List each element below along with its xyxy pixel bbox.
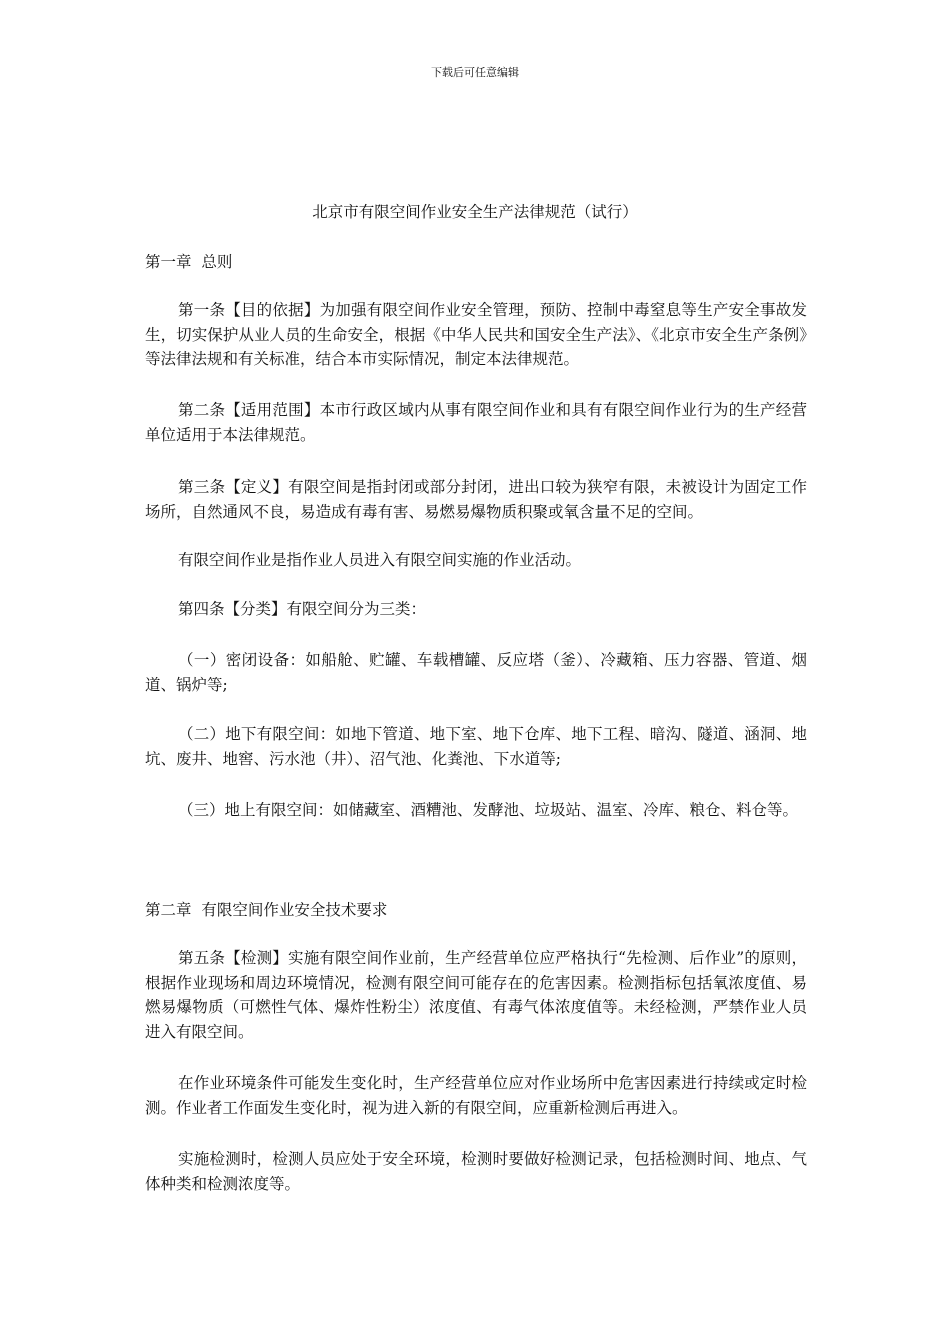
article-1-paragraph: 第一条【目的依据】为加强有限空间作业安全管理，预防、控制中毒窒息等生产安全事故发生，切实保护从业人员的生命安全，根据《中华人民共和国安全生产法》、《北京市安全生产条例》等法律法规和有关标准，结合本市实际情况，制定本法律规范。 <box>145 301 807 368</box>
continuous-detection-paragraph: 在作业环境条件可能发生变化时，生产经营单位应对作业场所中危害因素进行持续或定时检测。作业者工作面发生变化时，视为进入新的有限空间，应重新检测后再进入。 <box>145 1074 807 1117</box>
category-2-paragraph: （二）地下有限空间：如地下管道、地下室、地下仓库、地下工程、暗沟、隧道、涵洞、地坑、废井、地窖、污水池（井）、沼气池、化粪池、下水道等; <box>145 725 807 768</box>
article-3-supplement-paragraph: 有限空间作业是指作业人员进入有限空间实施的作业活动。 <box>178 551 582 569</box>
header-note: 下载后可任意编辑 <box>431 66 519 79</box>
chapter-2-heading: 第二章 有限空间作业安全技术要求 <box>145 901 388 919</box>
document-title: 北京市有限空间作业安全生产法律规范（试行） <box>312 203 638 221</box>
category-3-paragraph: （三）地上有限空间：如储藏室、酒糟池、发酵池、垃圾站、温室、冷库、粮仓、料仓等。 <box>178 801 799 819</box>
article-5-paragraph: 第五条【检测】实施有限空间作业前，生产经营单位应严格执行“先检测、后作业”的原则，根据作业现场和周边环境情况，检测有限空间可能存在的危害因素。检测指标包括氧浓度值、易燃易爆物质（可燃性气体、爆炸性粉尘）浓度值、有毒气体浓度值等。未经检测，严禁作业人员进入有限空间。 <box>145 949 807 1041</box>
detection-record-paragraph: 实施检测时，检测人员应处于安全环境，检测时要做好检测记录，包括检测时间、地点、气体种类和检测浓度等。 <box>145 1150 807 1193</box>
chapter-1-heading: 第一章 总则 <box>145 253 233 271</box>
article-2-paragraph: 第二条【适用范围】本市行政区域内从事有限空间作业和具有有限空间作业行为的生产经营单位适用于本法律规范。 <box>145 401 807 444</box>
article-3-paragraph: 第三条【定义】有限空间是指封闭或部分封闭，进出口较为狭窄有限，未被设计为固定工作场所，自然通风不良，易造成有毒有害、易燃易爆物质积聚或氧含量不足的空间。 <box>145 478 807 521</box>
article-4-paragraph: 第四条【分类】有限空间分为三类： <box>178 600 427 618</box>
category-1-paragraph: （一）密闭设备：如船舱、贮罐、车载槽罐、反应塔（釜）、冷藏箱、压力容器、管道、烟道、锅炉等; <box>145 651 807 694</box>
